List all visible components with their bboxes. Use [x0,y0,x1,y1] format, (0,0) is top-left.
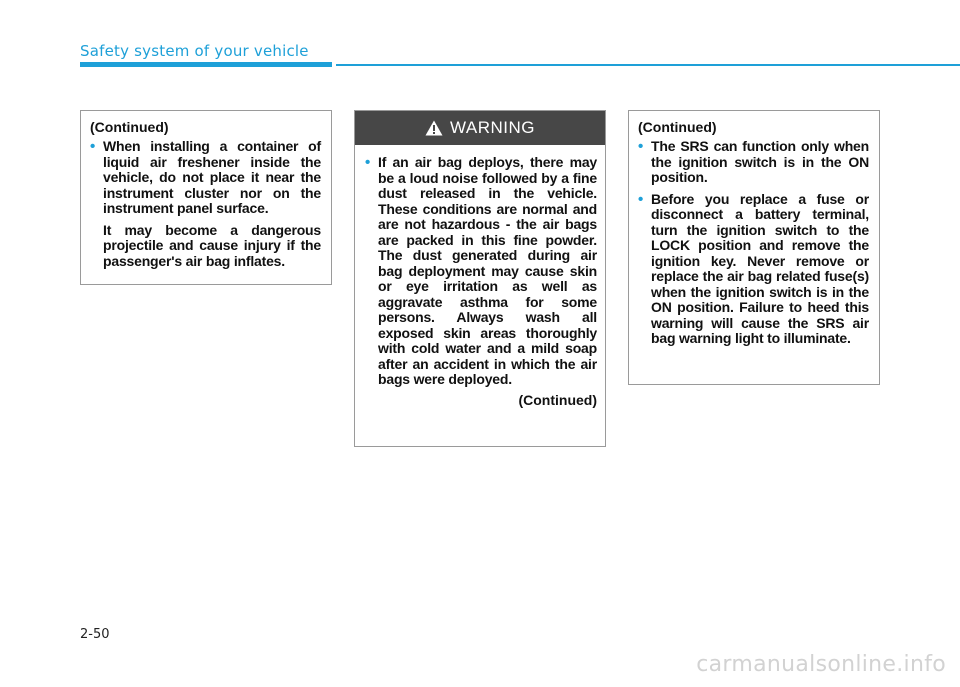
srs-ignition-bullet [638,139,869,186]
watermark: carmanualsonline.info [696,652,946,677]
warning-label: WARNING [449,118,536,137]
continued-note-box-right [628,110,880,385]
air-freshener-bullet [90,139,321,217]
warning-header [355,111,605,145]
bullet-dot-icon: • [638,138,644,155]
projectile-note: It may become a dangerous projectile and cause injury if the passenger's air bag inflates. [103,221,321,269]
bullet-dot-icon: • [90,138,96,155]
bullet-text: When installing a container of liquid air freshener inside the vehicle, do not place it near the instrument cluster nor on the instrument panel surface. [103,138,321,216]
bullet-text: Before you replace a fuse or disconnect a battery terminal, turn the ignition switch to the LOCK position and remove the ignition key. Never remove or replace the air bag related fuse(s) when the ignition switch is in the ON position. Failure to heed this warning will cause the SRS air bag warning light to illuminate. [651,190,869,346]
header-rule-thin [336,64,960,66]
bullet-dot-icon: • [638,190,644,208]
continued-heading: (Continued) [638,119,717,135]
continued-note-box [80,110,332,285]
warning-box [354,110,606,447]
continued-label: (Continued) [518,391,597,408]
section-title: Safety system of your vehicle [80,42,309,60]
fuse-battery-bullet [638,192,869,347]
bullet-dot-icon: • [365,154,371,171]
bullet-text: If an air bag deploys, there may be a loud noise followed by a fine dust released in the vehicle. These conditions are normal and are not hazardous - the air bags are packed in this fine powder. The dust generated during air bag deployment may cause skin or eye irritation as well as aggravate asthma for some persons. Always wash all exposed skin areas thoroughly with cold water and a mild soap after an accident in which the air bags were deployed. [378,154,597,387]
continued-heading: (Continued) [90,119,169,135]
bullet-text: The SRS can function only when the ignition switch is in the ON position. [651,138,869,185]
page-number: 2-50 [80,627,110,642]
header-rule-thick [80,62,332,67]
air-bag-dust-bullet [365,155,597,388]
warning-triangle-icon [425,120,443,136]
